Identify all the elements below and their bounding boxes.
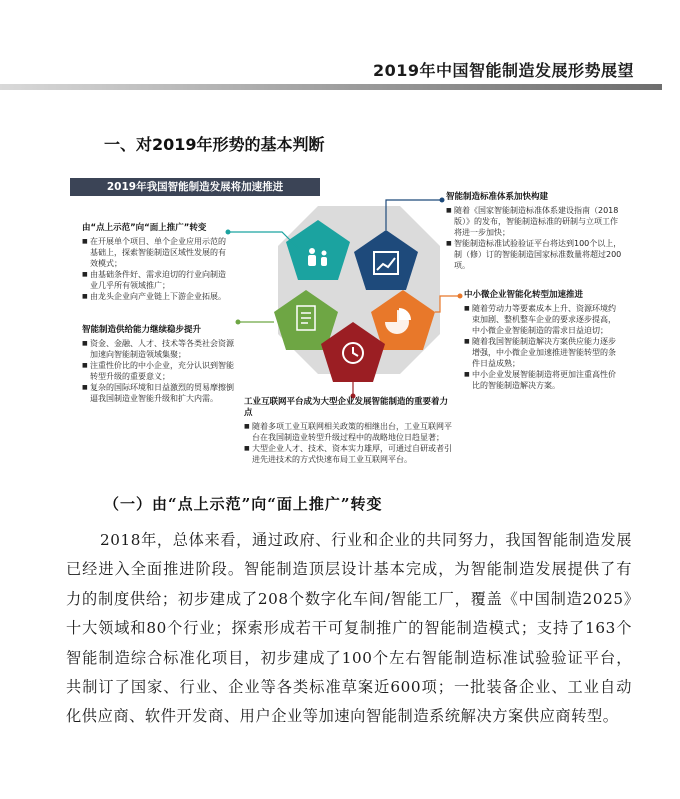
list-item: ■ 在开展单个项目、单个企业应用示范的基础上，探索智能制造区域性发展的有效模式；: [82, 236, 232, 269]
block-title: 中小微企业智能化转型加速推进: [464, 290, 584, 300]
list-item: ■ 随着我国智能制造解决方案供应能力逐步增强，中小微企业加速推进智能转型的条件日益成熟；: [464, 336, 622, 369]
list-item: ■ 由基础条件好、需求迫切的行业向制造业几乎所有领域推广；: [82, 269, 232, 291]
list-item: ■ 随着《国家智能制造标准体系建设指南（2018版）》的发布，智能制造标准的研制与立项工作将进一步加快；: [446, 205, 622, 238]
list-item: ■ 中小企业发展智能制造将更加注重高性价比的智能制造解决方案。: [464, 369, 622, 391]
list-item: ■ 随着劳动力等要素成本上升、资源环境约束加剧、整机整车企业的要求逐步提高，中小微企业智能制造的需求日益迫切；: [464, 303, 622, 336]
block-top-right: [446, 192, 622, 271]
block-title: 智能制造标准体系加快构建: [446, 192, 549, 202]
list-item: ■ 注重性价比的中小企业，充分认识到智能转型升级的重要意义；: [82, 360, 236, 382]
block-title: 由“点上示范”向“面上推广”转变: [82, 223, 207, 233]
infographic-figure: [68, 172, 628, 472]
block-mid-left: [82, 325, 236, 404]
block-bottom: [244, 397, 456, 465]
header-divider-bar: [0, 84, 662, 90]
list-item: ■ 资金、金融、人才、技术等各类社会资源加速向智能制造领域集聚；: [82, 338, 236, 360]
list-item: ■ 随着多项工业互联网相关政策的相继出台，工业互联网平台在我国制造业转型升级过程中的战略地位日趋显著；: [244, 421, 456, 443]
block-title: 工业互联网平台成为大型企业发展智能制造的重要着力点: [244, 397, 449, 418]
document-header-title: 2019年中国智能制造发展形势展望: [372, 61, 634, 80]
list-item: ■ 复杂的国际环境和日益激烈的贸易摩擦倒逼我国制造业智能升级和扩大内需。: [82, 382, 236, 404]
block-top-left: [82, 223, 232, 302]
list-item: ■ 智能制造标准试验验证平台将达到100个以上，制（修）订的智能制造国家标准数量将超过200项。: [446, 238, 622, 271]
figure-title: 2019年我国智能制造发展将加速推进: [70, 178, 320, 196]
block-title: 智能制造供给能力继续稳步提升: [82, 325, 202, 335]
section-heading: 一、对2019年形势的基本判断: [104, 135, 325, 154]
body-paragraph: 2018年，总体来看，通过政府、行业和企业的共同努力，我国智能制造发展已经进入全面推进阶段。智能制造顶层设计基本完成，为智能制造发展提供了有力的制度供给；初步建成了208个数字化车间/智能工厂，覆盖《中国制造2025》十大领域和80个行业；探索形成若干可复制推广的智能制造模式；支持了163个智能制造综合标准化项目，初步建成了100个左右智能制造标准试验验证平台，共制订了国家、行业、企业等各类标准草案近600项；一批装备企业、工业自动化供应商、软件开发商、用户企业等加速向智能制造系统解决方案供应商转型。: [66, 531, 632, 726]
list-item: ■ 大型企业人才、技术、资本实力雄厚，可通过自研或者引进先进技术的方式快速布局工业互联网平台。: [244, 443, 456, 465]
list-item: ■ 由龙头企业向产业链上下游企业拓展。: [82, 291, 232, 302]
block-mid-right: [464, 290, 622, 391]
subsection-heading: （一）由“点上示范”向“面上推广”转变: [104, 495, 383, 513]
